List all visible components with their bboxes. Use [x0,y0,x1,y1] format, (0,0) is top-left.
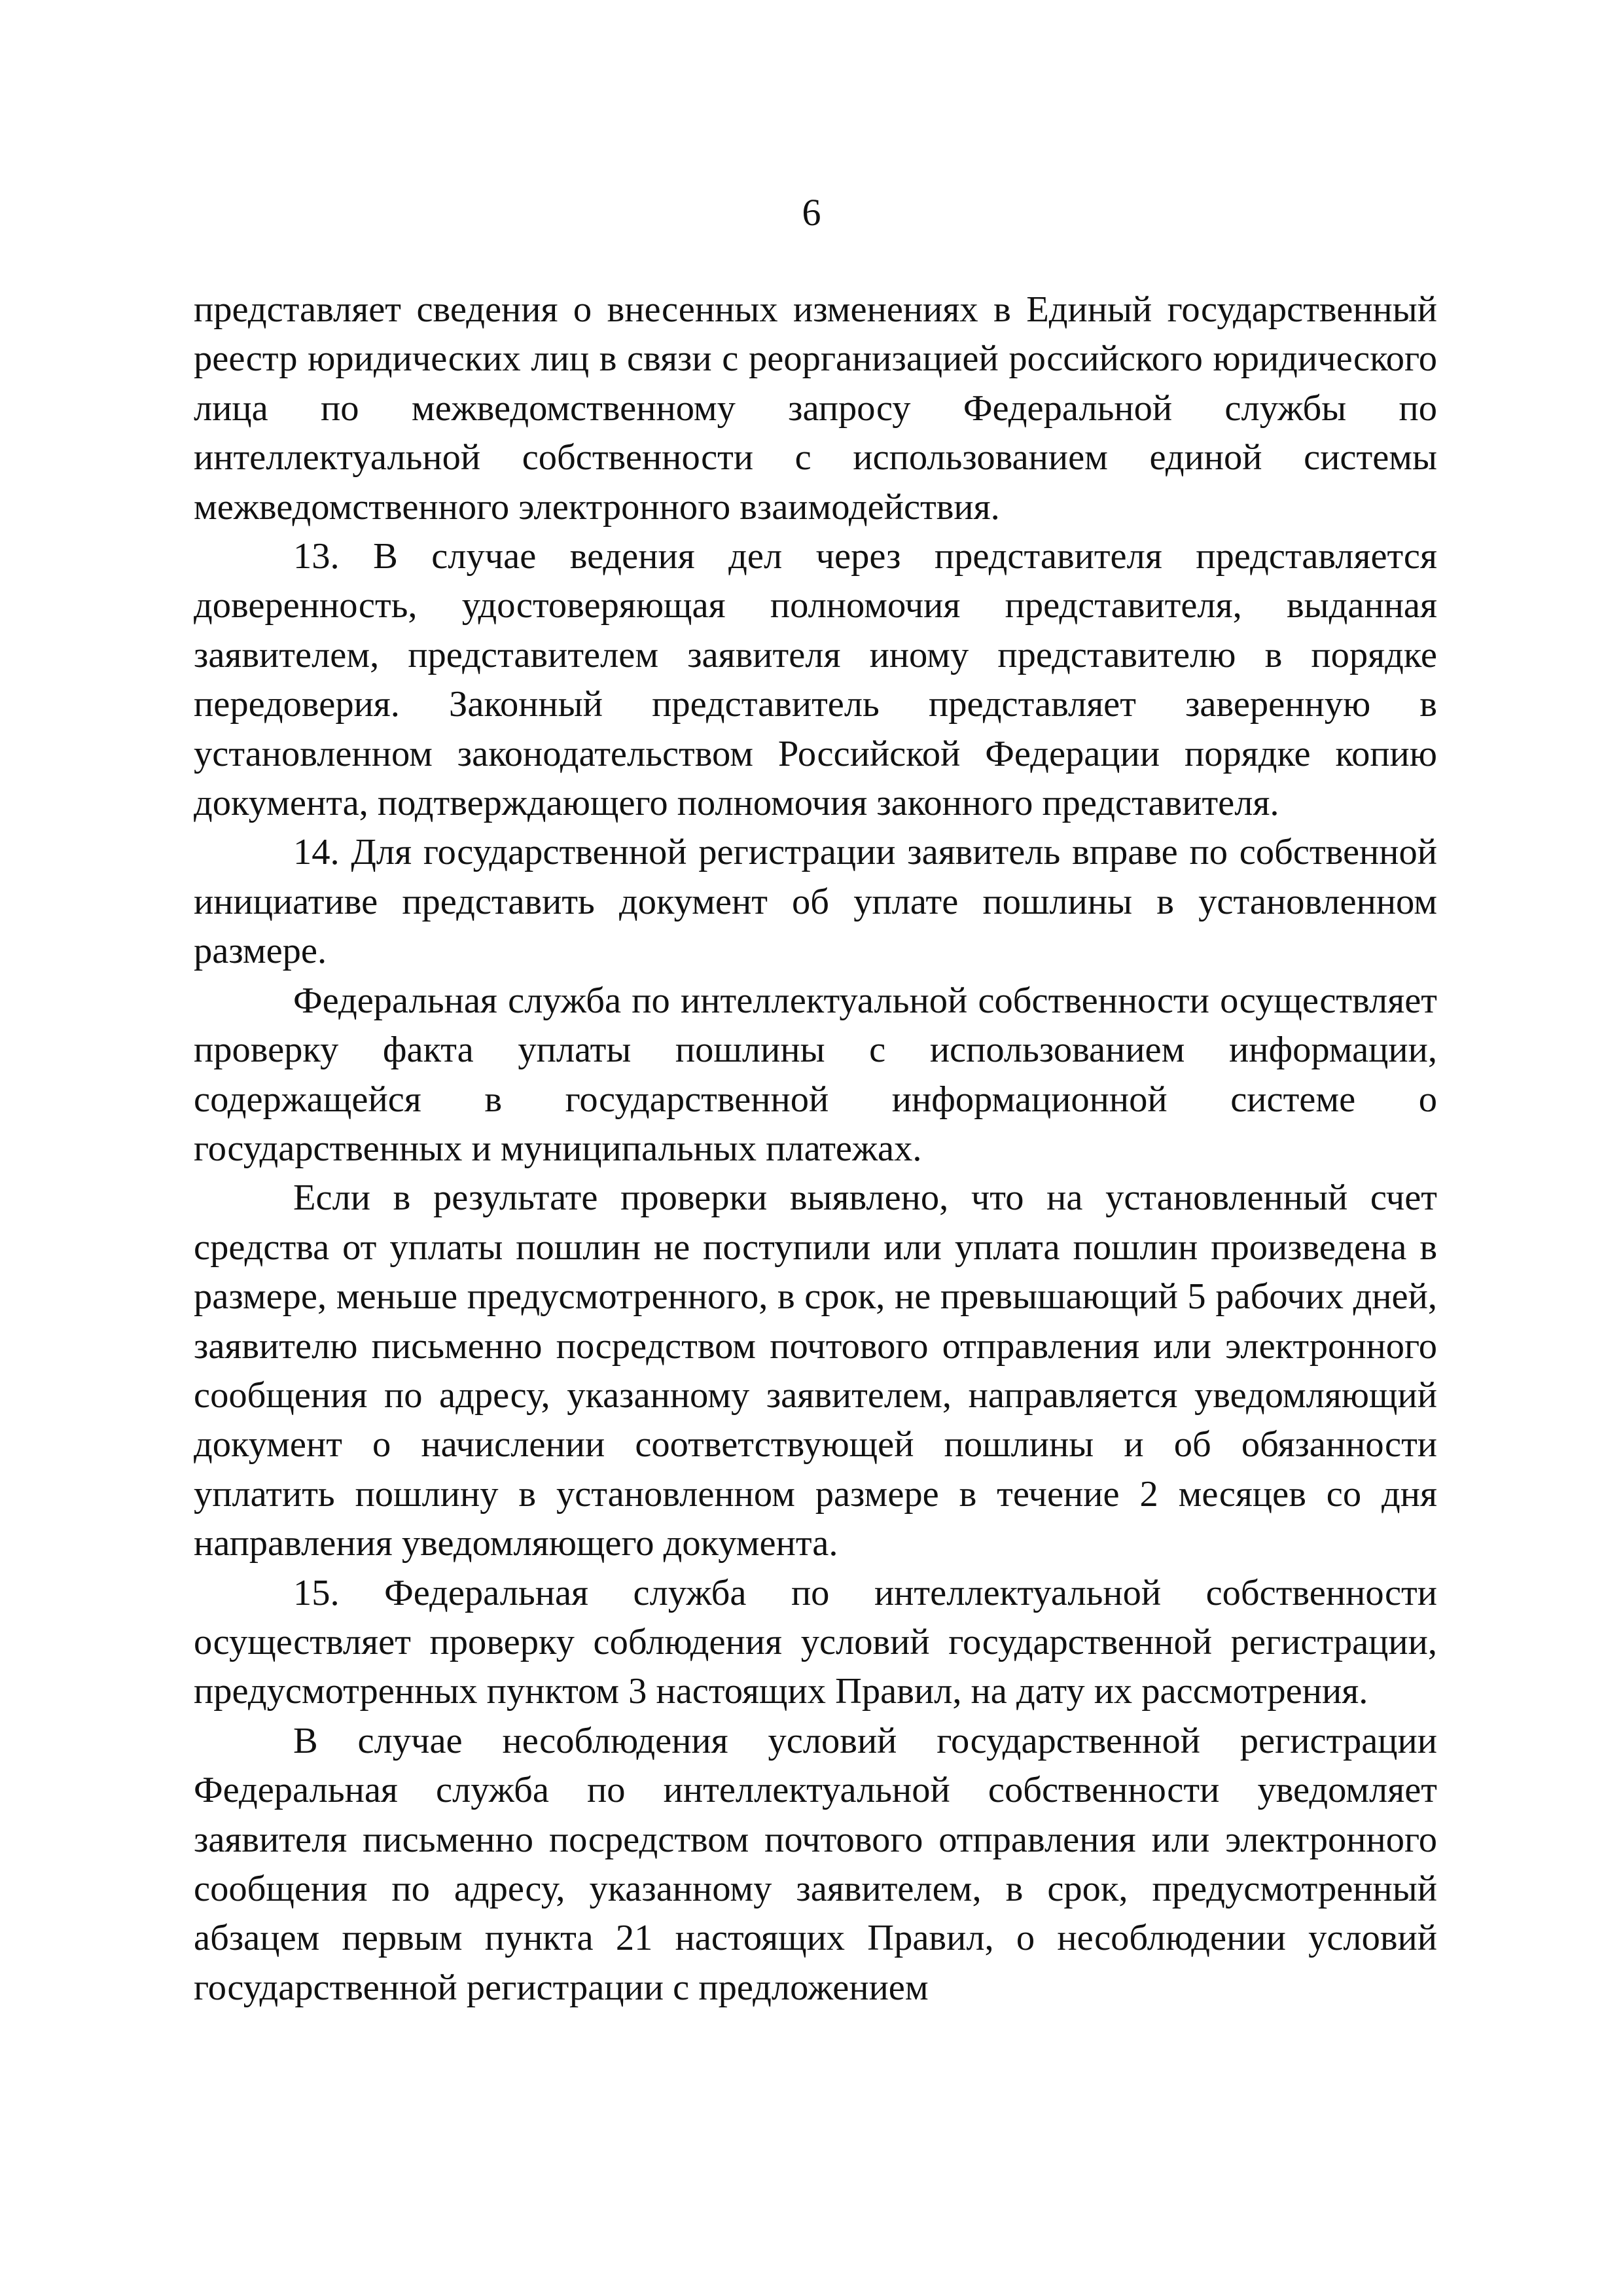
document-body [194,285,1437,2013]
paragraph-payment-notice: Если в результате проверки выявлено, что на установленный счет средства от уплаты пошлин не поступили или уплата пошлин произведена в размере, меньше предусмотренного, в срок, не превышающий 5 рабочих дней, заявителю письменно посредством почтового отправления или электронного сообщения по адресу, указанному заявителем, направляется уведомляющий документ о начислении соответствующей пошлины и об обязанности уплатить пошлину в установленном размере в течение 2 месяцев со дня направления уведомляющего документа. [194,1177,1437,1564]
paragraph-continuation: представляет сведения о внесенных изменениях в Единый государственный реестр юридических лиц в связи с реорганизацией российского юридического лица по межведомственному запросу Федеральной службы по интеллектуальной собственности с использованием единой системы межведомственного электронного взаимодействия. [194,289,1437,528]
paragraph-item-13: 13. В случае ведения дел через представителя представляется доверенность, удостоверяющая полномочия представителя, выданная заявителем, представителем заявителя иному представителю в порядке передоверия. Законный представитель представляет заверенную в установленном законодательством Российской Федерации порядке копию документа, подтверждающего полномочия законного представителя. [194,536,1437,824]
paragraph-payment-check: Федеральная служба по интеллектуальной собственности осуществляет проверку факта уплаты пошлины с использованием информации, содержащейся в государственной информационной системе о государственных и муниципальных платежах. [194,980,1437,1169]
paragraph-item-15: 15. Федеральная служба по интеллектуальной собственности осуществляет проверку соблюдения условий государственной регистрации, предусмотренных пунктом 3 настоящих Правил, на дату их рассмотрения. [194,1572,1437,1712]
paragraph-noncompliance: В случае несоблюдения условий государственной регистрации Федеральная служба по интеллектуальной собственности уведомляет заявителя письменно посредством почтового отправления или электронного сообщения по адресу, указанному заявителем, в срок, предусмотренный абзацем первым пункта 21 настоящих Правил, о несоблюдении условий государственной регистрации с предложением [194,1720,1437,2008]
page-number: 6 [802,191,821,234]
paragraph-item-14: 14. Для государственной регистрации заявитель вправе по собственной инициативе представить документ об уплате пошлины в установленном размере. [194,832,1437,972]
